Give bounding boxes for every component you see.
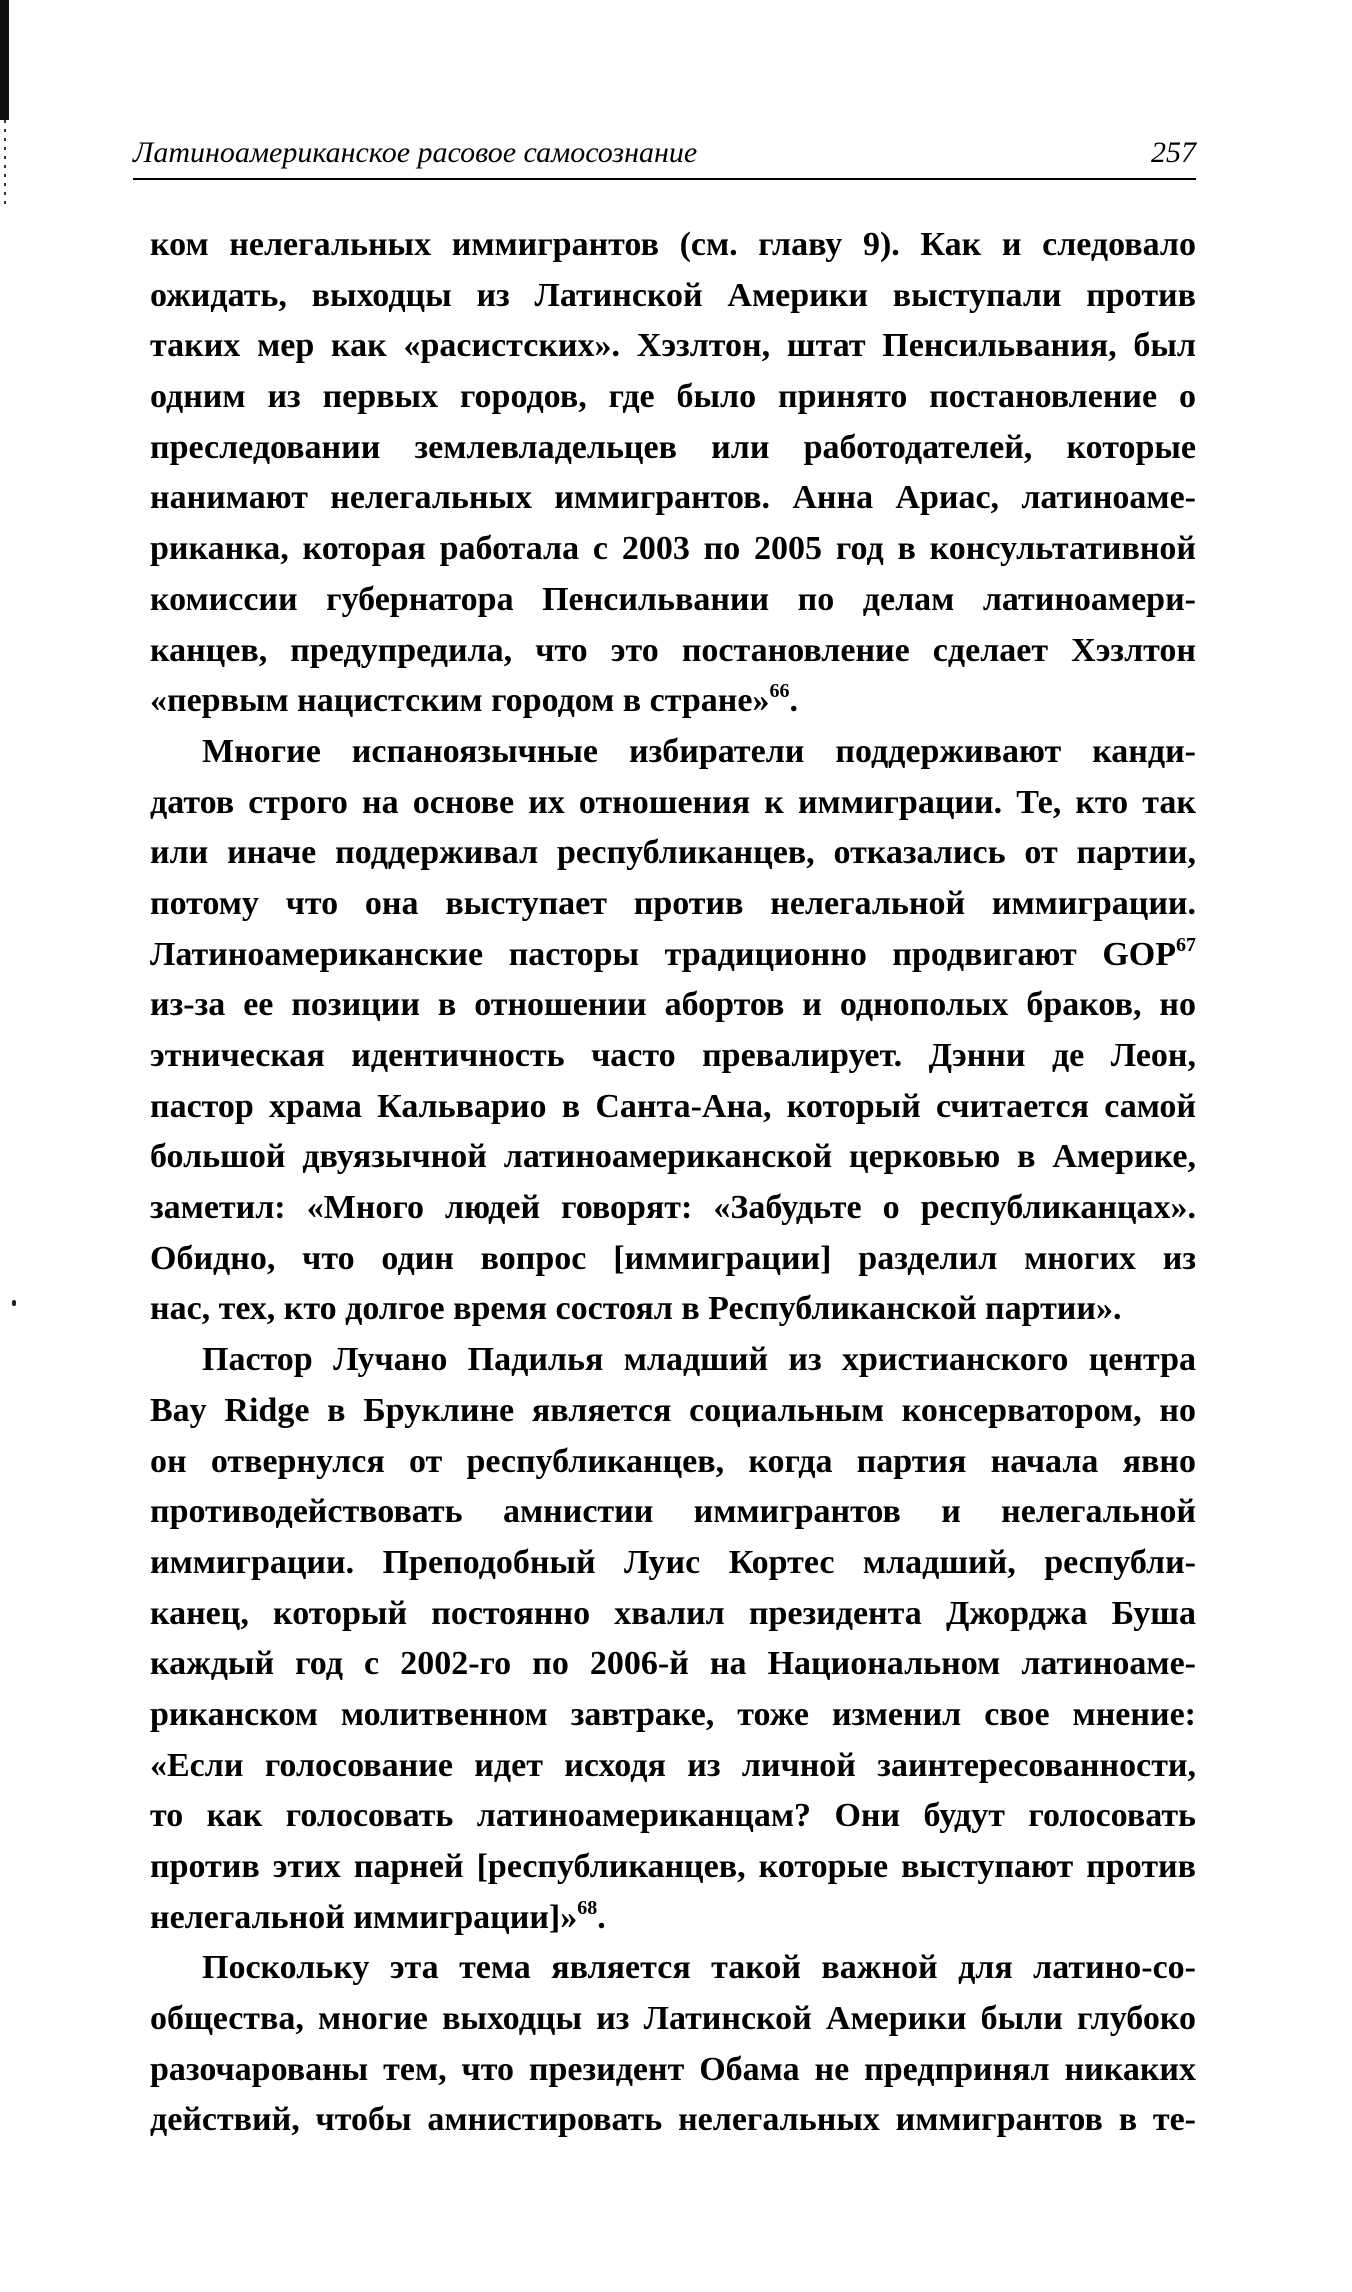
line-text: то как голосовать латиноамериканцам? Они будут голосовать — [150, 1797, 1196, 1835]
text-line — [150, 423, 1196, 474]
line-text: одним из первых городов, где было принято постановление о — [150, 378, 1196, 416]
line-text: потому что она выступает против нелегальной иммиграции. — [150, 884, 1196, 922]
text-line — [150, 1437, 1196, 1488]
body-text — [150, 220, 1196, 2146]
paragraph — [150, 727, 1196, 1335]
line-text: риканка, которая работала с 2003 по 2005 год в консультативной — [150, 530, 1196, 568]
text-line — [150, 2095, 1196, 2146]
line-tail: . — [597, 1898, 606, 1936]
text-line — [150, 1132, 1196, 1183]
line-text: действий, чтобы амнистировать нелегальных иммигрантов в те- — [150, 2101, 1196, 2139]
text-line — [150, 980, 1196, 1031]
line-text: Bay Ridge в Бруклине является социальным консерватором, но — [150, 1391, 1196, 1429]
text-line — [150, 1994, 1196, 2045]
text-line — [150, 778, 1196, 829]
line-text: каждый год с 2002-го по 2006-й на Национальном латиноаме- — [150, 1645, 1196, 1683]
text-line — [150, 1082, 1196, 1133]
footnote-marker[interactable]: 67 — [1176, 933, 1196, 956]
text-line — [150, 1031, 1196, 1082]
text-line — [150, 1842, 1196, 1893]
text-line — [150, 1791, 1196, 1842]
text-line — [150, 1943, 1196, 1994]
text-line — [150, 575, 1196, 626]
text-line — [150, 879, 1196, 930]
text-line — [150, 930, 1196, 981]
line-text: нанимают нелегальных иммигрантов. Анна Ариас, латиноаме- — [150, 479, 1196, 517]
line-text: Поскольку эта тема является такой важной для латино-со- — [202, 1949, 1196, 1987]
line-text: датов строго на основе их отношения к иммиграции. Те, кто так — [150, 783, 1196, 821]
running-header-title: Латиноамериканское расовое самосознание — [133, 136, 698, 169]
text-line — [150, 372, 1196, 423]
line-text: таких мер как «расистских». Хэзлтон, штат Пенсильвания, был — [150, 327, 1196, 365]
line-text: из-за ее позиции в отношении абортов и однополых браков, но — [150, 986, 1196, 1024]
text-line — [150, 1538, 1196, 1589]
text-line — [150, 727, 1196, 778]
paragraph — [150, 220, 1196, 727]
text-line — [150, 1690, 1196, 1741]
line-text: против этих парней [республиканцев, которые выступают против — [150, 1848, 1196, 1885]
line-text: преследовании землевладельцев или работодателей, которые — [150, 428, 1196, 466]
line-text: нелегальной иммиграции]» — [150, 1898, 578, 1936]
line-text: или иначе поддерживал республиканцев, отказались от партии, — [150, 834, 1196, 872]
text-line — [150, 828, 1196, 879]
text-line — [150, 473, 1196, 524]
line-text: он отвернулся от республиканцев, когда партия начала явно — [150, 1442, 1196, 1480]
line-text: Обидно, что один вопрос [иммиграции] разделил многих из — [150, 1239, 1196, 1277]
text-line — [150, 626, 1196, 677]
scan-edge-artifact — [0, 0, 9, 120]
text-line — [150, 321, 1196, 372]
scan-speck — [12, 1300, 16, 1306]
line-text: Пастор Лучано Падилья младший из христианского центра — [202, 1341, 1196, 1379]
text-line — [150, 1335, 1196, 1386]
footnote-marker[interactable]: 68 — [577, 1896, 598, 1919]
line-text: общества, многие выходцы из Латинской Америки были глубоко — [150, 2000, 1196, 2038]
running-header — [133, 130, 1196, 180]
text-line — [150, 676, 1196, 727]
text-line — [150, 524, 1196, 575]
text-line — [150, 1893, 1196, 1944]
line-text: канец, который постоянно хвалил президента Джорджа Буша — [150, 1594, 1196, 1632]
paragraph — [150, 1335, 1196, 1943]
line-text: ожидать, выходцы из Латинской Америки выступали против — [150, 276, 1196, 314]
line-text: разочарованы тем, что президент Обама не предпринял никаких — [150, 2050, 1196, 2088]
line-text: комиссии губернатора Пенсильвании по делам латиноамери- — [150, 580, 1196, 618]
page-number: 257 — [1151, 136, 1196, 169]
line-text: нас, тех, кто долгое время состоял в Республиканской партии». — [150, 1290, 1122, 1328]
line-text: иммиграции. Преподобный Луис Кортес младший, республи- — [150, 1543, 1196, 1581]
text-line — [150, 2045, 1196, 2096]
text-line — [150, 1639, 1196, 1690]
line-text: Латиноамериканские пасторы традиционно продвигают GOP — [150, 935, 1176, 973]
line-text: риканском молитвенном завтраке, тоже изменил свое мнение: — [150, 1695, 1196, 1733]
line-text: Многие испаноязычные избиратели поддерживают канди- — [202, 732, 1196, 770]
line-text: канцев, предупредила, что это постановление сделает Хэзлтон — [150, 631, 1196, 669]
text-line — [150, 1284, 1196, 1335]
text-line — [150, 1183, 1196, 1234]
text-line — [150, 1234, 1196, 1285]
line-text: этническая идентичность часто превалирует. Дэнни де Леон, — [150, 1037, 1196, 1074]
text-line — [150, 1589, 1196, 1640]
line-tail: . — [789, 682, 798, 720]
scan-edge-artifact — [4, 120, 6, 210]
paragraph — [150, 1943, 1196, 2146]
line-text: ком нелегальных иммигрантов (см. главу 9). Как и следовало — [150, 226, 1196, 263]
text-line — [150, 1386, 1196, 1437]
footnote-marker[interactable]: 66 — [769, 680, 790, 703]
line-text: пастор храма Кальварио в Санта-Ана, который считается самой — [150, 1087, 1196, 1125]
text-line — [150, 220, 1196, 271]
line-text: большой двуязычной латиноамериканской церковью в Америке, — [150, 1138, 1196, 1176]
text-line — [150, 1741, 1196, 1792]
line-text: противодействовать амнистии иммигрантов и нелегальной — [150, 1493, 1196, 1531]
text-line — [150, 1487, 1196, 1538]
line-text: «Если голосование идет исходя из личной заинтересованности, — [150, 1746, 1196, 1784]
line-text: «первым нацистским городом в стране» — [150, 682, 770, 720]
line-text: заметил: «Много людей говорят: «Забудьте о республиканцах». — [150, 1189, 1196, 1227]
text-line — [150, 271, 1196, 322]
